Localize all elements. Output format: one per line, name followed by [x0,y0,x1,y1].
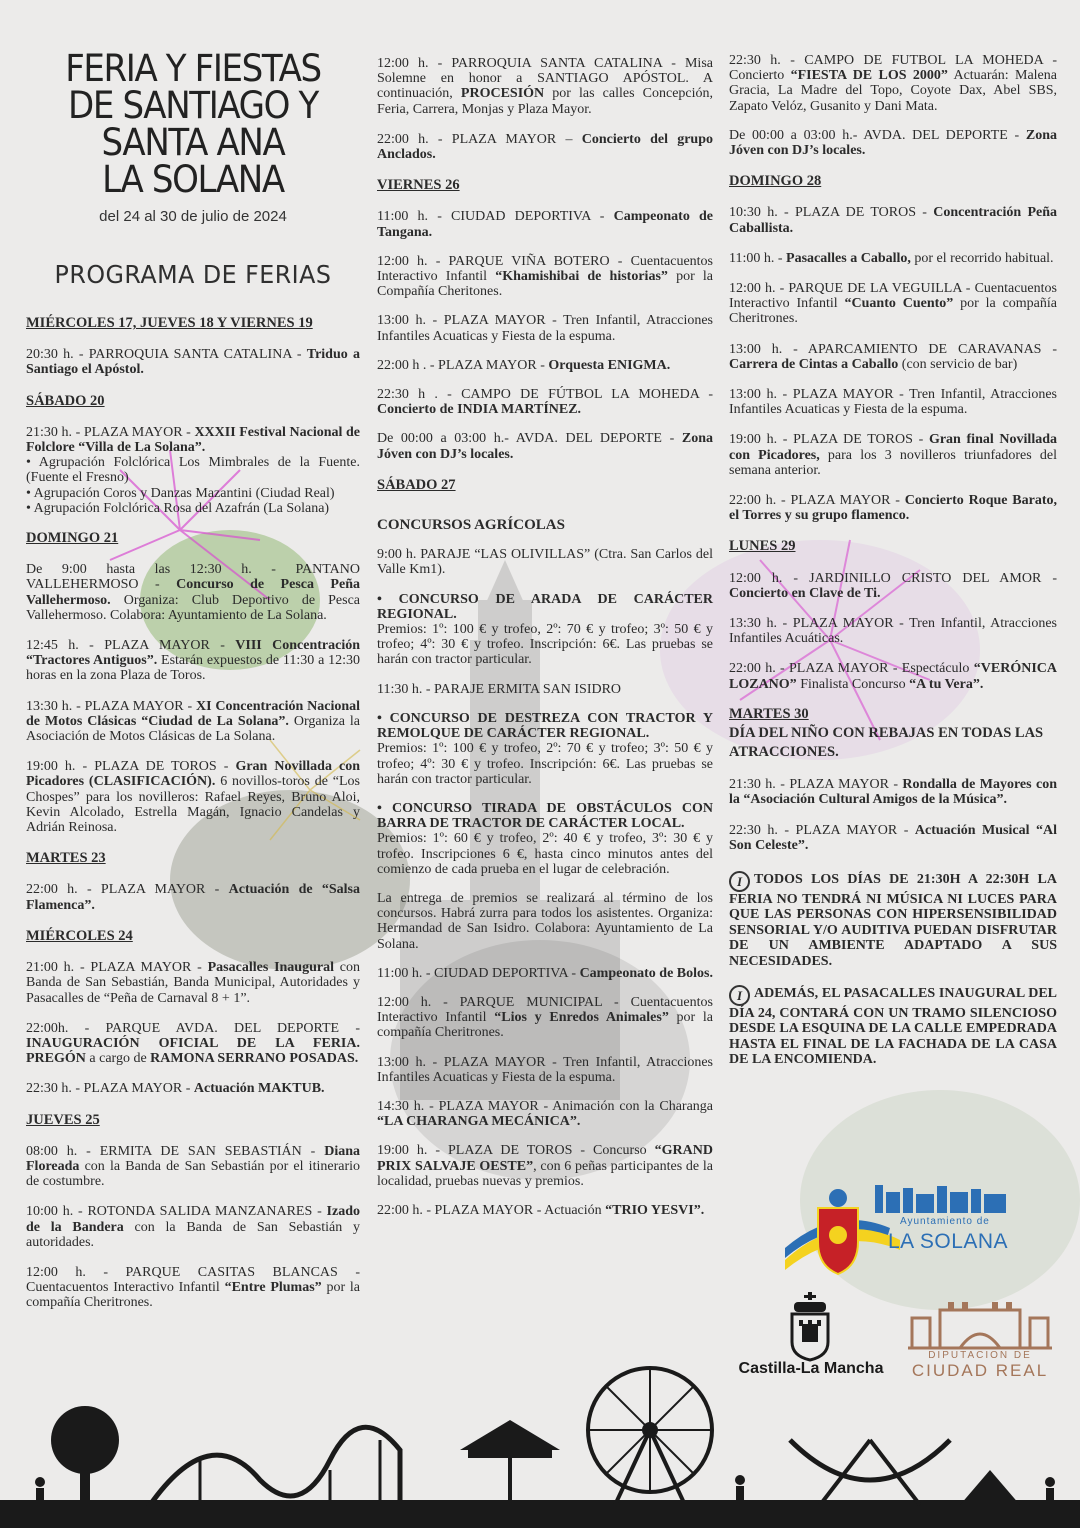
logo-castilla-la-mancha [736,1292,886,1382]
event-item: 12:00 h. - PARQUE CASITAS BLANCAS - Cuentacuentos Interactivo Infantil “Entre Plumas” por la compañía Cheritrones. [26,1264,360,1311]
event-item: 11:00 h. - CIUDAD DEPORTIVA - Campeonato de Tangana. [377,209,713,240]
info-icon: I [729,871,750,892]
schedule-column-1 [26,316,360,1311]
event-item: 13:00 h. - APARCAMIENTO DE CARAVANAS - Carrera de Cintas a Caballo (con servicio de bar) [729,341,1057,372]
ayuntamiento-label: Ayuntamiento de [900,1216,990,1227]
title-line: SANTA ANA [101,121,285,164]
contest-title: • CONCURSO DE DESTREZA CON TRACTOR Y REMOLQUE DE CARÁCTER REGIONAL. [377,710,713,742]
event-item: 22:00 h. - PLAZA MAYOR - Actuación de “Salsa Flamenca”. [26,882,360,913]
day-heading: SÁBADO 20 [26,392,105,409]
logo-diputacion-ciudad-real [900,1298,1060,1378]
event-item: 13:00 h. - PLAZA MAYOR - Tren Infantil, Atracciones Infantiles Acuaticas y Fiesta de la espuma. [377,313,713,344]
castilla-la-mancha-label: Castilla-La Mancha [738,1360,884,1377]
event-item: 13:30 h. - PLAZA MAYOR - Tren Infantil, Atracciones Infantiles Acuáticas. [729,616,1057,647]
ciudad-real-label: CIUDAD REAL [911,1361,1049,1380]
event-item: 12:45 h. - PLAZA MAYOR - VIII Concentración “Tractores Antiguos”. Estarán expuestos de 11:30 a 12:30 horas en la zona Plaza de Toros. [26,638,360,684]
event-item: 20:30 h. - PARROQUIA SANTA CATALINA - Triduo a Santiago el Apóstol. [26,347,360,378]
info-icon: I [729,985,750,1006]
event-item: 21:30 h. - PLAZA MAYOR - Rondalla de Mayores con la “Asociación Cultural Amigos de la Música”. [729,777,1057,808]
event-item: De 9:00 hasta las 12:30 h. - PANTANO VALLEHERMOSO - Concurso de Pesca Peña Vallehermoso. Organiza: Club Deportivo de Pesca Vallehermoso. Colabora: Ayuntamiento de La Solana. [26,562,360,623]
section-heading: CONCURSOS AGRÍCOLAS [377,517,565,534]
event-item: 13:00 h. - PLAZA MAYOR - Tren Infantil, Atracciones Infantiles Acuaticas y Fiesta de la espuma. [729,387,1057,418]
schedule-column-3 [729,53,1057,1068]
event-item: 12:00 h. - PARQUE VIÑA BOTERO - Cuentacuentos Interactivo Infantil “Khamishibai de historias” por la Compañía Cheritones. [377,253,714,300]
list-item: • Agrupación Coros y Danzas Mazantini (Ciudad Real) [26,485,335,501]
title-line: DE SANTIAGO Y [68,84,318,127]
day-heading: LUNES 29 [729,538,796,555]
day-heading: DOMINGO 21 [26,530,119,547]
day-heading: DOMINGO 28 [729,173,822,190]
contest-title: • CONCURSO TIRADA DE OBSTÁCULOS CON BARRA DE TRACTOR DE CARÁCTER LOCAL. [377,800,713,832]
contest-details: Premios: 1º: 100 € y trofeo, 2º: 70 € y trofeo; 3º: 50 € y trofeo; 4º: 30 € y trofeo. Inscripción: 6€. Las pruebas se harán con tractor particular. [377,622,713,668]
event-item: 11:00 h. - Pasacalles a Caballo, por el recorrido habitual. [729,250,1054,266]
event-item: 22:00h. - PARQUE AVDA. DEL DEPORTE - INAUGURACIÓN OFICIAL DE LA FERIA. PREGÓN a cargo de RAMONA SERRANO POSADAS. [26,1020,360,1067]
event-item: 08:00 h. - ERMITA DE SAN SEBASTIÁN - Diana Floreada con la Banda de San Sebastián por el itinerario de costumbre. [26,1143,360,1190]
event-item: 21:30 h. - PLAZA MAYOR - XXXII Festival Nacional de Folclore “Villa de La Solana”. [26,424,360,456]
logo-ayuntamiento-la-solana [780,1180,1020,1280]
event-item: 22:00 h. - PLAZA MAYOR - Concierto Roque Barato, el Torres y su grupo flamenco. [729,493,1058,524]
event-item: 12:00 h. - PARQUE DE LA VEGUILLA - Cuentacuentos Interactivo Infantil “Cuanto Cuento” por la compañía Cheritrones. [729,281,1057,327]
event-item: 11:30 h. - PARAJE ERMITA SAN ISIDRO [377,681,622,697]
event-item: 10:00 h. - ROTONDA SALIDA MANZANARES - Izado de la Bandera con la Banda de San Sebastián y autoridades. [26,1204,361,1250]
program-title: PROGRAMA DE FERIAS [54,260,332,289]
prizes-note: La entrega de premios se realizará al término de los concursos. Habrá zurra para todos los asistentes. Organiza: Hermandad de San Isidro. Colabora: Ayuntamiento de La Solana. [377,890,713,952]
diputacion-building-icon [900,1298,1060,1350]
event-item: 21:00 h. - PLAZA MAYOR - Pasacalles Inaugural con Banda de San Sebastián, Banda Municipal, Autoridades y Pasacalles de “Peña de Carnaval 8 + 1”. [26,960,360,1006]
diputacion-label: DIPUTACION DE [928,1350,1032,1361]
title-line: LA SOLANA [102,158,284,201]
day-heading: MIÉRCOLES 24 [26,927,133,944]
event-item: 22:00 h. - PLAZA MAYOR – Concierto del grupo Anclados. [377,131,713,163]
event-item: 13:30 h. - PLAZA MAYOR - XI Concentración Nacional de Motos Clásicas “Ciudad de La Solana”. Organiza la Asociación de Motos Clásicas de La Solana. [26,698,361,745]
event-item: 12:00 h. - JARDINILLO CRISTO DEL AMOR - Concierto en Clave de Ti. [729,570,1057,601]
contest-details: Premios: 1º: 60 € y trofeo, 2º: 40 € y trofeo, 3º: 30 € y trofeo. Inscripciones 6 €, hasta cinco minutos antes del comienzo de cada prueba en el lugar de celebración. [377,831,713,877]
day-heading: JUEVES 25 [26,1111,100,1128]
festival-dates: del 24 al 30 de julio de 2024 [99,208,287,225]
contest-title: • CONCURSO DE ARADA DE CARÁCTER REGIONAL. [377,591,713,622]
event-item: 12:00 h. - PARQUE MUNICIPAL - Cuentacuentos Interactivo Infantil “Lios y Enredos Animales” por la compañía Cheritrones. [377,994,714,1041]
event-item: 22:30 h. - CAMPO DE FUTBOL LA MOHEDA - Concierto “FIESTA DE LOS 2000” Actuarán: Malena Gracia, La Madre del Topo, Coyote Dax, Abel SBS, Zapato Velóz, Gusanito y Dani Mata. [729,53,1057,114]
event-item: 9:00 h. PARAJE “LAS OLIVILLAS” (Ctra. San Carlos del Valle Km1). [377,547,713,578]
event-item: 19:00 h. - PLAZA DE TOROS - Gran Novillada con Picadores (CLASIFICACIÓN). 6 novillos-toros de “Los Chospes” para los novilleros: Rafael Reyes, Bruno Aloi, Kevin Alcolado, Estrella Magán, Ignacio Candelas y Adrián Reinosa. [26,759,360,836]
day-heading: SÁBADO 27 [377,476,456,493]
event-item: 19:00 h. - PLAZA DE TOROS - Concurso “GRAND PRIX SALVAJE OESTE”, con 6 peñas participantes de la localidad, pruebas nuevas y premios. [377,1143,713,1189]
event-item: 13:00 h. - PLAZA MAYOR - Tren Infantil, Atracciones Infantiles Acuaticas y Fiesta de la espuma. [377,1054,713,1085]
event-item: 22:00 h. - PLAZA MAYOR - Actuación “TRIO YESVI”. [377,1202,705,1218]
poster-title [32,47,354,201]
contest-details: Premios: 1º: 100 € y trofeo, 2º: 70 € y trofeo; 3º: 50 € y trofeo; 4º: 30 € y trofeo. Inscripción: 6€. Las pruebas se harán con tractor particular. [377,741,713,787]
list-item: • Agrupación Folclórica Los Mimbrales de la Fuente. (Fuente el Fresno) [26,455,360,486]
event-item: 22:00 h. - PLAZA MAYOR - Espectáculo “VERÓNICA LOZANO” Finalista Concurso “A tu Vera”. [729,661,1057,692]
schedule-column-2 [377,56,713,1218]
event-item: 10:30 h. - PLAZA DE TOROS - Concentración Peña Caballista. [729,205,1057,236]
event-item: 14:30 h. - PLAZA MAYOR - Animación con la Charanga “LA CHARANGA MECÁNICA”. [377,1098,713,1130]
day-subheading: DÍA DEL NIÑO CON REBAJAS EN TODAS LAS ATRACCIONES. [729,725,1044,761]
event-item: 19:00 h. - PLAZA DE TOROS - Gran final Novillada con Picadores, para los 3 novilleros triunfadores del semana anterior. [729,432,1057,478]
day-heading: VIERNES 26 [377,177,460,194]
day-heading: MIÉRCOLES 17, JUEVES 18 Y VIERNES 19 [26,315,313,331]
castilla-la-mancha-emblem [736,1292,886,1362]
accessibility-notice: I TODOS LOS DÍAS DE 21:30H A 22:30H LA FERIA NO TENDRÁ NI MÚSICA NI LUCES PARA QUE LAS PERSONAS CON HIPERSENSIBILIDAD SENSORIAL Y/O AUDITIVA PUEDAN DISFRUTAR DE UN AMBIENTE ADAPTADO A SUS NECESIDADES. [729,871,1057,969]
day-heading: MARTES 23 [26,850,106,867]
event-item: 11:00 h. - CIUDAD DEPORTIVA - Campeonato de Bolos. [377,965,713,981]
la-solana-wordmark: LA SOLANA [888,1230,1009,1253]
day-heading: MARTES 30 [729,705,809,722]
event-item: 22:00 h . - PLAZA MAYOR - Orquesta ENIGMA. [377,357,671,373]
silent-parade-notice: I ADEMÁS, EL PASACALLES INAUGURAL DEL DÍA 24, CONTARÁ CON UN TRAMO SILENCIOSO DESDE LA ESQUINA DE LA CALLE EMPEDRADA HASTA EL FINAL DE LA FACHADA DE LA CASA DE LA ENCOMIENDA. [729,985,1057,1068]
event-item: 22:30 h. - PLAZA MAYOR - Actuación MAKTUB. [26,1081,325,1097]
event-item: De 00:00 a 03:00 h.- AVDA. DEL DEPORTE - Zona Jóven con DJ’s locales. [377,431,713,462]
event-item: 22:30 h . - CAMPO DE FÚTBOL LA MOHEDA - Concierto de INDIA MARTÍNEZ. [377,387,713,418]
event-item: 22:30 h. - PLAZA MAYOR - Actuación Musical “Al Son Celeste”. [729,822,1057,853]
event-item: De 00:00 a 03:00 h.- AVDA. DEL DEPORTE - Zona Jóven con DJ’s locales. [729,127,1057,159]
list-item: • Agrupación Folclórica Rosa del Azafrán (La Solana) [26,500,330,516]
event-item: 12:00 h. - PARROQUIA SANTA CATALINA - Misa Solemne en honor a SANTIAGO APÓSTOL. A continuación, PROCESIÓN por las calles Concepción, Feria, Carrera, Monjas y Plaza Mayor. [377,56,714,117]
title-line: FERIA Y FIESTAS [65,47,321,90]
